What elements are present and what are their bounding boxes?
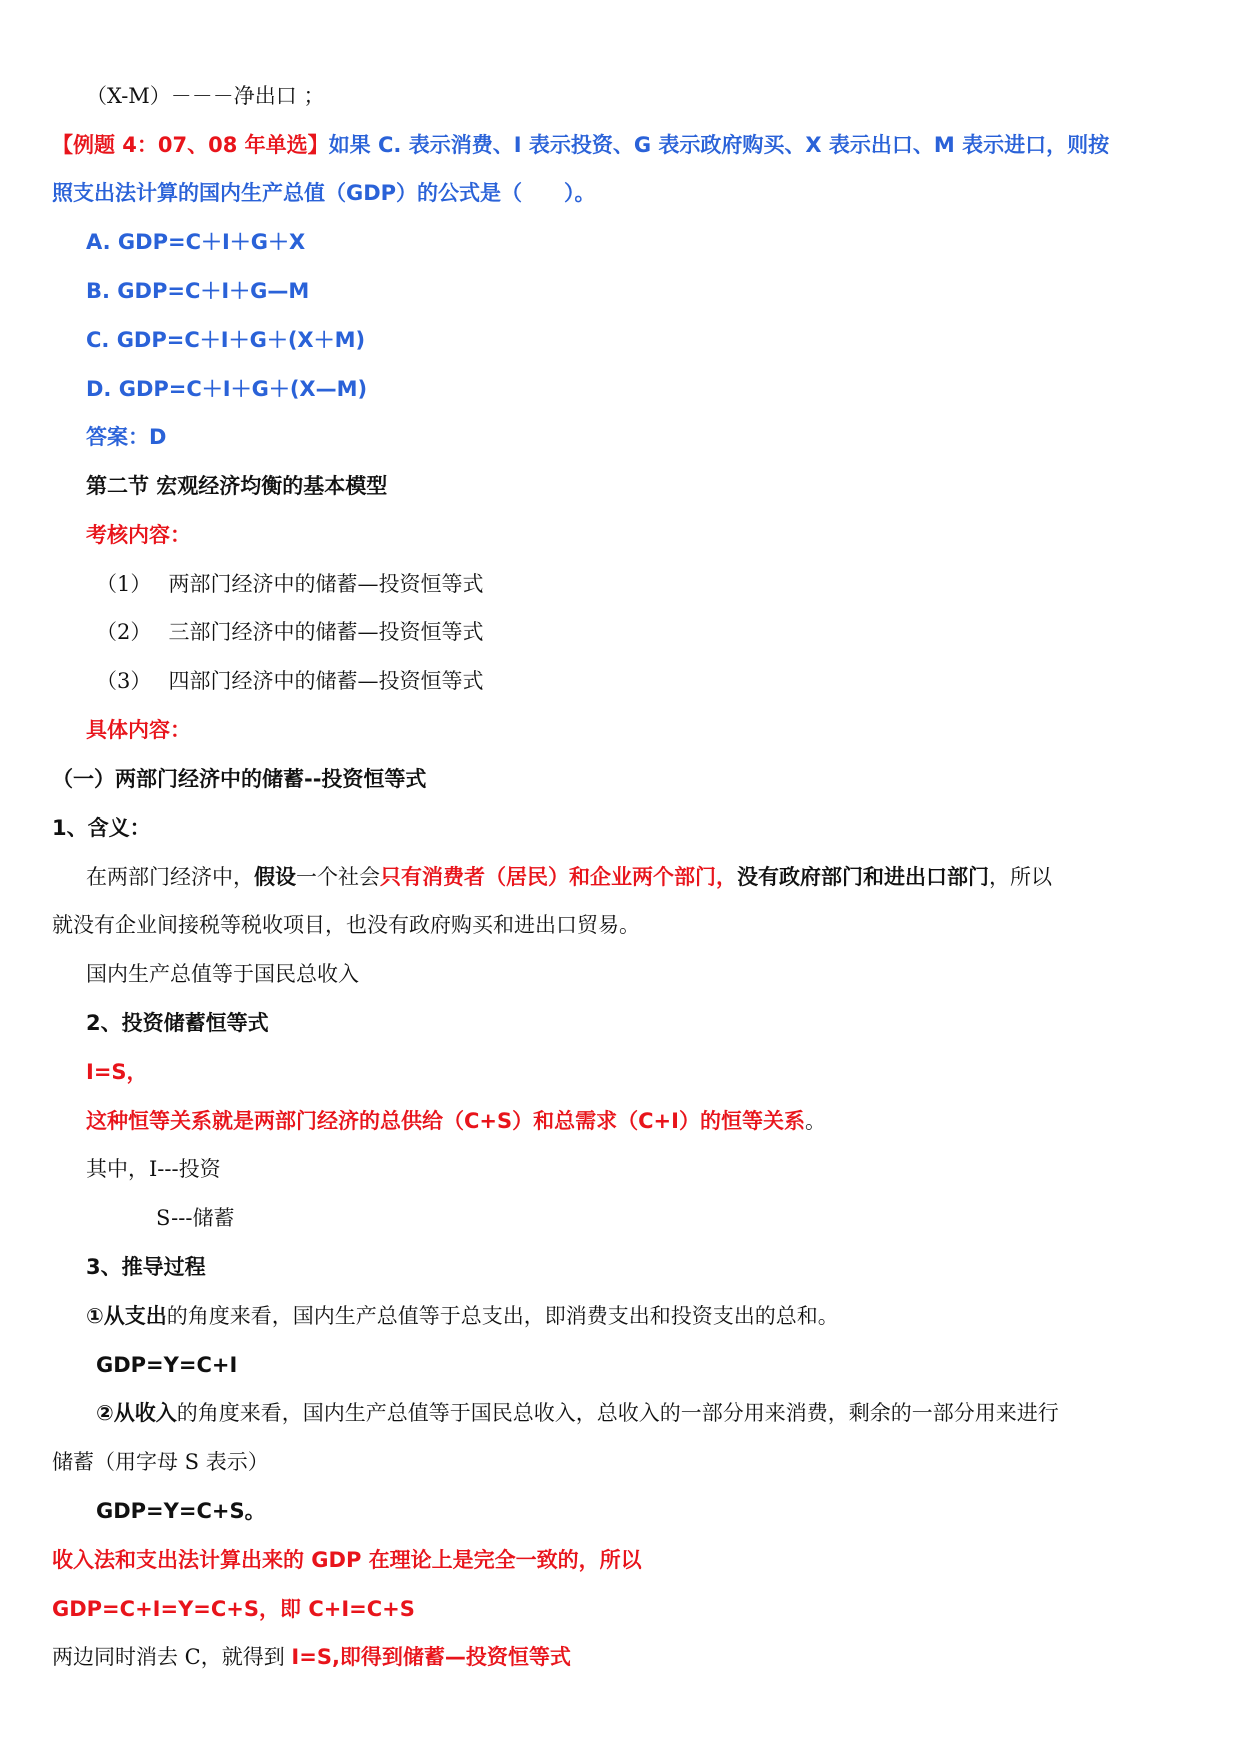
text: ，所以 bbox=[989, 865, 1052, 889]
text: A. GDP=C＋I＋G＋X bbox=[86, 230, 306, 254]
text: C. GDP=C＋I＋G＋(X＋M) bbox=[86, 328, 366, 352]
text: 具体内容： bbox=[86, 718, 191, 742]
option-d bbox=[86, 374, 367, 404]
emphasis-red: 只有消费者（居民）和企业两个部门， bbox=[380, 865, 737, 889]
text: 的角度来看，国内生产总值等于总支出，即消费支出和投资支出的总和。 bbox=[166, 1304, 839, 1328]
paragraph-assumption bbox=[86, 862, 1052, 892]
option-b bbox=[86, 276, 309, 306]
text: 在两部门经济中， bbox=[86, 865, 254, 889]
text: 考核内容： bbox=[86, 523, 191, 547]
conclusion bbox=[52, 1642, 571, 1672]
definition-i bbox=[86, 1154, 221, 1184]
text: 就没有企业间接税等税收项目，也没有政府购买和进出口贸易。 bbox=[52, 913, 640, 937]
text: 储蓄（用字母 S 表示） bbox=[52, 1450, 269, 1474]
emphasis: ②从收入 bbox=[96, 1401, 177, 1425]
assessment-item-2 bbox=[96, 617, 484, 647]
text: 收入法和支出法计算出来的 GDP 在理论上是完全一致的，所以 bbox=[52, 1548, 642, 1572]
line-net-export bbox=[86, 81, 324, 111]
paragraph-assumption-cont bbox=[52, 910, 640, 940]
text: （2） 三部门经济中的储蓄—投资恒等式 bbox=[96, 620, 484, 644]
section-heading bbox=[86, 471, 387, 501]
emphasis: 没有政府部门和进出口部门 bbox=[737, 865, 989, 889]
option-c bbox=[86, 325, 365, 355]
text: 1、含义： bbox=[52, 816, 151, 840]
text: I=S， bbox=[86, 1060, 148, 1084]
text: 国内生产总值等于国民总收入 bbox=[86, 962, 359, 986]
answer bbox=[86, 422, 166, 452]
identity-formula bbox=[86, 1057, 148, 1087]
question-text-cont bbox=[52, 178, 596, 208]
assessment-label bbox=[86, 520, 191, 550]
formula-expenditure bbox=[96, 1350, 237, 1380]
text: D. GDP=C＋I＋G＋(X—M) bbox=[86, 377, 368, 401]
example-question bbox=[52, 130, 1109, 160]
text: （X-M）－－－净出口 ； bbox=[86, 84, 325, 108]
formula-combined bbox=[52, 1594, 415, 1624]
text: S---储蓄 bbox=[156, 1206, 235, 1230]
text: 照支出法计算的国内生产总值（GDP）的公式是（ ）。 bbox=[52, 181, 596, 205]
emphasis: 假设 bbox=[254, 865, 296, 889]
definition-s bbox=[156, 1203, 234, 1233]
text: 。 bbox=[804, 1109, 826, 1133]
point-3-heading bbox=[86, 1252, 206, 1282]
assessment-item-1 bbox=[96, 569, 484, 599]
detail-label bbox=[86, 715, 191, 745]
emphasis-red: 这种恒等关系就是两部门经济的总供给（C+S）和总需求（C+I）的恒等关系 bbox=[86, 1109, 805, 1133]
identity-explanation bbox=[86, 1106, 826, 1136]
income-view-cont bbox=[52, 1447, 269, 1477]
text: 3、推导过程 bbox=[86, 1255, 206, 1279]
text: （一）两部门经济中的储蓄--投资恒等式 bbox=[52, 767, 427, 791]
formula-income bbox=[96, 1496, 266, 1526]
text: GDP=Y=C+I bbox=[96, 1353, 238, 1377]
income-view bbox=[96, 1398, 1059, 1428]
text: 2、投资储蓄恒等式 bbox=[86, 1011, 269, 1035]
text: B. GDP=C＋I＋G—M bbox=[86, 279, 310, 303]
text: （1） 两部门经济中的储蓄—投资恒等式 bbox=[96, 572, 484, 596]
emphasis: ①从支出 bbox=[86, 1304, 167, 1328]
emphasis-red: I=S,即得到储蓄—投资恒等式 bbox=[291, 1645, 571, 1669]
text: GDP=C+I=Y=C+S，即 C+I=C+S bbox=[52, 1597, 415, 1621]
text: 第二节 宏观经济均衡的基本模型 bbox=[86, 474, 388, 498]
text: 两边同时消去 C，就得到 bbox=[52, 1645, 292, 1669]
question-text: 如果 C. 表示消费、I 表示投资、G 表示政府购买、X 表示出口、M 表示进口，则按 bbox=[328, 133, 1110, 157]
subsection-heading bbox=[52, 764, 426, 794]
assessment-item-3 bbox=[96, 666, 484, 696]
text: （3） 四部门经济中的储蓄—投资恒等式 bbox=[96, 669, 484, 693]
option-a bbox=[86, 227, 305, 257]
point-1-heading bbox=[52, 813, 151, 843]
text: 其中，I---投资 bbox=[86, 1157, 221, 1181]
text: 一个社会 bbox=[296, 865, 380, 889]
text: 的角度来看，国内生产总值等于国民总收入，总收入的一部分用来消费，剩余的一部分用来进行 bbox=[176, 1401, 1059, 1425]
gdp-equals-income bbox=[86, 959, 359, 989]
point-2-heading bbox=[86, 1008, 269, 1038]
text: GDP=Y=C+S。 bbox=[96, 1499, 266, 1523]
example-tag: 【例题 4：07、08 年单选】 bbox=[52, 133, 329, 157]
consistency-statement bbox=[52, 1545, 642, 1575]
text: 答案：D bbox=[86, 425, 167, 449]
expenditure-view bbox=[86, 1301, 839, 1331]
